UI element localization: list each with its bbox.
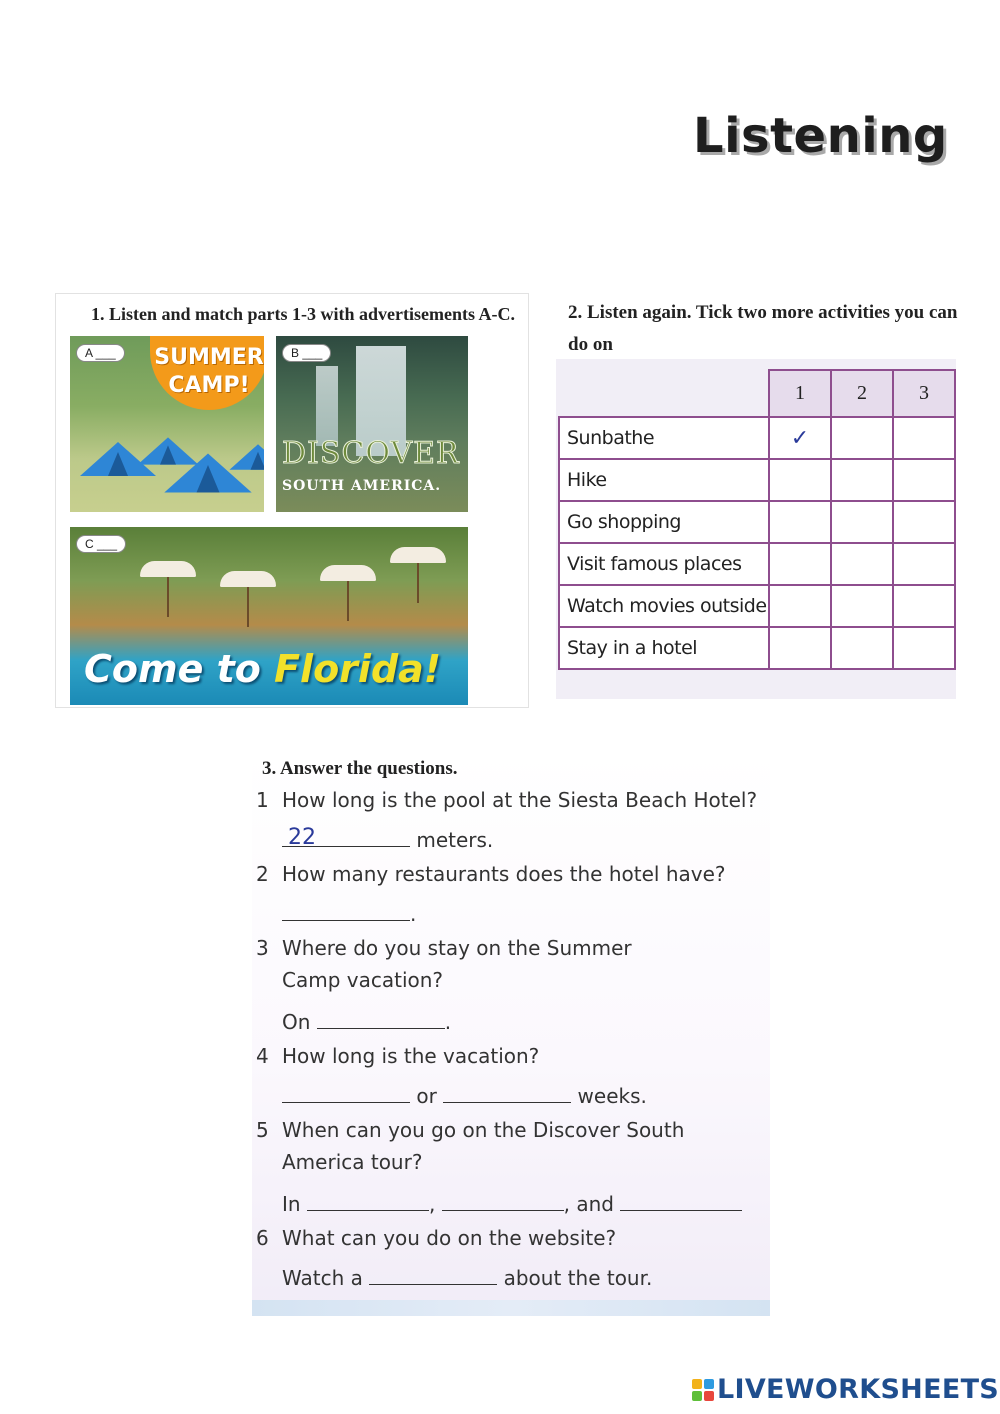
liveworksheets-logo-text: LIVEWORKSHEETS bbox=[717, 1374, 1000, 1405]
tick-cell[interactable] bbox=[769, 543, 831, 585]
answer-blank[interactable] bbox=[307, 1190, 429, 1211]
logo-square bbox=[692, 1379, 702, 1389]
summer-camp-line1: SUMMER bbox=[154, 345, 264, 370]
table-row bbox=[559, 459, 955, 501]
answer-sep: , and bbox=[563, 1192, 621, 1216]
answer-line-5 bbox=[282, 1190, 742, 1216]
tick-cell[interactable]: ✓ bbox=[769, 417, 831, 459]
answer-prefix: On bbox=[282, 1010, 317, 1034]
exercise-3-panel bbox=[252, 752, 770, 1316]
tick-cell[interactable] bbox=[893, 417, 955, 459]
table-row bbox=[559, 501, 955, 543]
logo-square bbox=[692, 1391, 702, 1401]
tick-cell[interactable] bbox=[893, 543, 955, 585]
answer-suffix: weeks. bbox=[571, 1084, 647, 1108]
answer-suffix: . bbox=[444, 1010, 452, 1034]
question-text: How long is the vacation? bbox=[282, 1044, 540, 1068]
exercise-3-heading: 3. Answer the questions. bbox=[262, 758, 458, 779]
question-5-line2: America tour? bbox=[282, 1150, 423, 1174]
table-row bbox=[559, 417, 955, 459]
answer-suffix: about the tour. bbox=[497, 1266, 653, 1290]
answer-blank[interactable] bbox=[620, 1190, 742, 1211]
umbrella-icon bbox=[320, 565, 376, 581]
table-row bbox=[559, 585, 955, 627]
exercise-2-heading-line1: 2. Listen again. Tick two more activities you can do on bbox=[568, 302, 958, 355]
question-number: 5 bbox=[256, 1118, 269, 1142]
answer-line-6 bbox=[282, 1264, 652, 1290]
tick-cell[interactable] bbox=[769, 585, 831, 627]
tick-cell[interactable] bbox=[769, 459, 831, 501]
activity-label: Sunbathe bbox=[559, 417, 769, 459]
answer-line-2 bbox=[282, 900, 416, 926]
activity-label: Go shopping bbox=[559, 501, 769, 543]
activity-label: Visit famous places bbox=[559, 543, 769, 585]
advertisement-a-image bbox=[70, 336, 264, 512]
tick-cell[interactable] bbox=[769, 501, 831, 543]
activities-table bbox=[558, 369, 956, 670]
question-text-line1: Where do you stay on the Summer bbox=[282, 936, 632, 960]
liveworksheets-logo-icon bbox=[692, 1379, 714, 1401]
answer-blank[interactable] bbox=[282, 825, 410, 850]
ad-c-answer-tag[interactable]: C ___ bbox=[76, 535, 126, 553]
answer-blank[interactable] bbox=[282, 900, 410, 921]
question-number: 1 bbox=[256, 788, 269, 812]
umbrella-icon bbox=[390, 547, 446, 563]
exercise-1-heading: 1. Listen and match parts 1-3 with advertisements A-C. bbox=[91, 304, 515, 324]
activity-label: Watch movies outside bbox=[559, 585, 769, 627]
florida-text-b: Florida! bbox=[274, 647, 442, 691]
tick-cell[interactable] bbox=[769, 627, 831, 669]
tick-cell[interactable] bbox=[831, 501, 893, 543]
question-text-line1: When can you go on the Discover South bbox=[282, 1118, 685, 1142]
page-title: Listening bbox=[693, 108, 948, 164]
question-number: 3 bbox=[256, 936, 269, 960]
exercise-1-panel bbox=[55, 293, 529, 708]
activity-label: Hike bbox=[559, 459, 769, 501]
column-header-1: 1 bbox=[769, 370, 831, 417]
answer-line-1 bbox=[282, 826, 493, 852]
answer-blank[interactable] bbox=[282, 1082, 410, 1103]
column-header-3: 3 bbox=[893, 370, 955, 417]
waterfall-icon bbox=[316, 366, 338, 446]
ad-a-answer-tag[interactable]: A ___ bbox=[76, 344, 125, 362]
exercise-3-bottom-strip bbox=[252, 1300, 770, 1316]
tick-cell[interactable] bbox=[831, 585, 893, 627]
south-america-text: SOUTH AMERICA. bbox=[282, 478, 442, 494]
answer-blank[interactable] bbox=[442, 1190, 564, 1211]
umbrella-icon bbox=[140, 561, 196, 577]
tick-cell[interactable] bbox=[893, 459, 955, 501]
header-blank bbox=[559, 370, 687, 412]
advertisement-b-image bbox=[276, 336, 468, 512]
summer-camp-line2: CAMP! bbox=[168, 373, 250, 398]
answer-blank[interactable] bbox=[317, 1008, 445, 1029]
summer-camp-badge bbox=[150, 336, 264, 410]
advertisement-c-image bbox=[70, 527, 468, 705]
tick-cell[interactable] bbox=[831, 417, 893, 459]
question-number: 4 bbox=[256, 1044, 269, 1068]
answer-blank[interactable] bbox=[369, 1264, 497, 1285]
come-to-florida-text bbox=[84, 647, 441, 691]
logo-square bbox=[704, 1391, 714, 1401]
table-row bbox=[559, 543, 955, 585]
answer-suffix: . bbox=[410, 902, 417, 926]
tent-icon bbox=[230, 444, 265, 470]
tick-cell[interactable] bbox=[893, 501, 955, 543]
tick-cell[interactable] bbox=[831, 459, 893, 501]
answer-mid: or bbox=[410, 1084, 444, 1108]
ad-b-answer-tag[interactable]: B ___ bbox=[282, 344, 331, 362]
answer-prefix: Watch a bbox=[282, 1266, 370, 1290]
answer-line-4 bbox=[282, 1082, 647, 1108]
liveworksheets-logo[interactable] bbox=[692, 1374, 999, 1405]
answer-sep: , bbox=[428, 1192, 442, 1216]
tick-cell[interactable] bbox=[893, 585, 955, 627]
tick-cell[interactable] bbox=[893, 627, 955, 669]
activity-label: Stay in a hotel bbox=[559, 627, 769, 669]
answer-suffix: meters. bbox=[410, 828, 494, 852]
table-header-row bbox=[559, 370, 955, 417]
filled-answer: 22 bbox=[288, 825, 316, 850]
florida-text-a: Come to bbox=[84, 647, 275, 691]
question-number: 6 bbox=[256, 1226, 269, 1250]
question-number: 2 bbox=[256, 862, 269, 886]
question-3-line2: Camp vacation? bbox=[282, 968, 444, 992]
table-row bbox=[559, 627, 955, 669]
question-text: How long is the pool at the Siesta Beach Hotel? bbox=[282, 788, 758, 812]
discover-text: DISCOVER bbox=[282, 436, 460, 471]
umbrella-icon bbox=[220, 571, 276, 587]
exercise-2-panel bbox=[550, 293, 970, 703]
question-text: What can you do on the website? bbox=[282, 1226, 617, 1250]
answer-blank[interactable] bbox=[443, 1082, 571, 1103]
logo-square bbox=[704, 1379, 714, 1389]
answer-line-3 bbox=[282, 1008, 451, 1034]
column-header-2: 2 bbox=[831, 370, 893, 417]
tick-cell[interactable] bbox=[831, 543, 893, 585]
answer-prefix: In bbox=[282, 1192, 307, 1216]
question-text: How many restaurants does the hotel have? bbox=[282, 862, 726, 886]
tick-cell[interactable] bbox=[831, 627, 893, 669]
